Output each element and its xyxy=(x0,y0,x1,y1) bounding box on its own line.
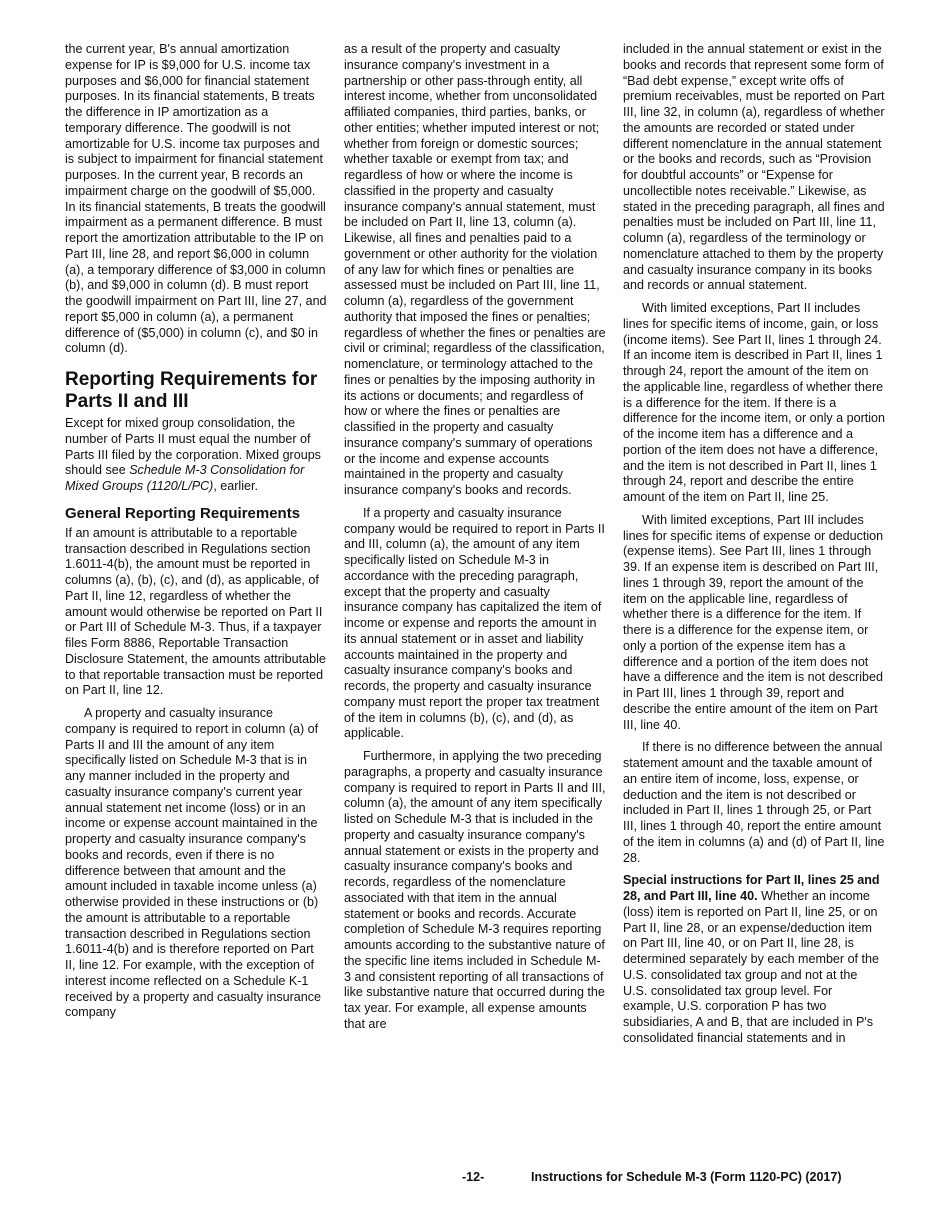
page-number: -12- xyxy=(462,1170,485,1184)
paragraph-capitalized-items: If a property and casualty insurance company would be required to report in Parts II and III, column (a), the amount of any item specifically listed on Schedule M-3 in accordance with the preceding paragraph, except that the property and casualty insurance company has capitalized the item of income or expense and reports the amount in its annual statement or in asset and liability accounts maintained in the property and casualty insurance company's books and records, the property and casualty insurance company must report the proper tax treatment of the item in columns (b), (c), and (d), as applicable. xyxy=(344,505,605,741)
column-left xyxy=(65,42,327,1028)
special-instructions-lead: Special instructions for Part II, lines 25 and 28, and Part III, line 40. xyxy=(623,873,880,903)
paragraph-special-instructions xyxy=(623,873,885,1046)
mixed-group-reference-link: Schedule M-3 Consolidation for Mixed Groups (1120/L/PC) xyxy=(65,463,305,493)
footer-document-title: Instructions for Schedule M-3 (Form 1120-PC) (2017) xyxy=(531,1170,842,1184)
special-instructions-text: Whether an income (loss) item is reported on Part II, line 25, or on Part II, line 28, or an expense/deduction item on Part III, line 40, or on Part II, line 28, is determined separately by each member of the U.S. consolidated tax group and not at the U.S. consolidated tax group level. For example, U.S. corporation P has two subsidiaries, A and B, that are included in P's consolidated financial statements and in xyxy=(623,889,879,1045)
mixed-group-text-end: , earlier. xyxy=(213,479,258,493)
paragraph-part-iii-expense-items: With limited exceptions, Part III includes lines for specific items of expense or deduction (expense items). See Part III, lines 1 through 39. If an expense item is described on Part III, lines 1 through 39, report the amount of the item on the applicable line, regardless of whether there is a difference for the item. If there is a difference for the expense item, or only a portion of the expense item has a difference and a portion of the item does not have a difference and the item is not described in Part III, lines 1 through 39, report and describe the entire amount of the item on Part III, line 40. xyxy=(623,512,884,732)
paragraph-bad-debt-expense: included in the annual statement or exist in the books and records that represent some form of “Bad debt expense,” except write offs of premium receivables, must be reported on Part III, line 32, in column (a), regardless of whether the amounts are recorded or stated under different nomenclature in the annual statement or the books and records, such as “Provision for doubtful accounts” or “Expense for uncollectible notes receivable.” Likewise, as stated in the preceding paragraph, all fines and penalties must be included on Part III, line 11, column (a), regardless of the terminology or nomenclature attached to them by the property and casualty insurance company in its books and records or annual statement. xyxy=(623,42,885,293)
paragraph-no-difference: If there is no difference between the annual statement amount and the taxable amount of an entire item of income, loss, expense, or deduction and the item is not described or included in Part II, lines 1 through 25, or Part III, lines 1 through 40, report the entire amount of the item in columns (a) and (d) of Part II, line 28. xyxy=(623,740,885,865)
subheading-general-reporting: General Reporting Requirements xyxy=(65,504,301,522)
paragraph-mixed-group xyxy=(65,416,327,495)
paragraph-nomenclature: Furthermore, in applying the two preceding paragraphs, a property and casualty insurance company is required to report in Parts II and III, column (a), the amount of any item specifically listed on Schedule M-3 that is included in the property and casualty insurance company's annual statement or exists in the property and casualty insurance company's books and records, regardless of the nomenclature associated with that item in the annual statement or books and records. Accurate completion of Schedule M-3 requires reporting amounts according to the substantive nature of the specific line items included in Schedule M-3 and consistent reporting of all transactions of like substantive nature that occurred during the tax year. For example, all expense amounts that are xyxy=(344,749,606,1031)
paragraph-interest-and-fines: as a result of the property and casualty insurance company's investment in a partnership or other pass-through entity, all interest income, whether from unconsolidated affiliated companies, third parties, banks, or other entities; whether imputed interest or not; whether from foreign or domestic sources; whether taxable or exempt from tax; and regardless of how or where the income is classified in the property and casualty insurance company's annual statement, must be included on Part II, line 13, column (a). Likewise, all fines and penalties paid to a government or other authority for the violation of any law for which fines or penalties are assessed must be included on Part III, line 11, column (a), regardless of the government authority that imposed the fines or penalties; regardless of whether the fines or penalties are civil or criminal; regardless of the classification, nomenclature, or terminology attached to the fines or penalties by the imposing authority in its actions or documents; and regardless of how or where the fines or penalties are classified in the property and casualty insurance company's summary of operations or the income and expense accounts maintained in the property and casualty insurance company's books and records. xyxy=(344,42,606,497)
paragraph-part-ii-income-items: With limited exceptions, Part II includes lines for specific items of income, gain, or loss (income items). See Part II, lines 1 through 24. If an income item is described in Part II, lines 1 through 24, report the amount of the item on the applicable line, regardless of whether there is a difference for the item. If there is a difference for the income item, or only a portion of the income item has a difference and a portion of the item does not have a difference, and the item is not described in Part II, lines 1 through 24, report and describe the entire amount of the item on Part II, line 25. xyxy=(623,301,885,504)
paragraph-column-a-reporting: A property and casualty insurance company is required to report in column (a) of Parts II and III the amount of any item specifically listed on Schedule M-3 that is in any manner included in the property and casualty insurance company's current year annual statement net income (loss) or in an income or expense account maintained in the property and casualty insurance company's books and records, even if there is no difference between that amount and the amount included in taxable income unless (a) otherwise provided in these instructions or (b) the amount is attributable to a reportable transaction described in Regulations section 1.6011-4(b) and is therefore reported on Part II, line 12. For example, with the exception of interest income reflected on a Schedule K-1 received by a property and casualty insurance company xyxy=(65,706,321,1020)
paragraph-reportable-transaction: If an amount is attributable to a reportable transaction described in Regulations section 1.6011-4(b), the amount must be reported in columns (a), (b), (c), and (d), as applicable, of Part II, line 12, regardless of whether the amount would otherwise be reported on Part II or Part III of Schedule M-3. Thus, if a taxpayer files Form 8886, Reportable Transaction Disclosure Statement, the amounts attributable to that reportable transaction must be reported on Part II, line 12. xyxy=(65,525,326,698)
column-right xyxy=(623,42,885,1054)
column-middle xyxy=(344,42,606,1040)
section-heading-reporting-requirements: Reporting Requirements for Parts II and III xyxy=(65,369,318,412)
paragraph-amortization-example: the current year, B's annual amortization expense for IP is $9,000 for U.S. income tax purposes and $6,000 for financial statement purposes. In its financial statements, B treats the difference in IP amortization as a temporary difference. The goodwill is not amortizable for U.S. income tax purposes and is subject to impairment for financial statement purposes. In the current year, B records an impairment charge on the goodwill of $5,000. In its financial statements, B treats the goodwill impairment as a permanent difference. B must report the amortization attributable to the IP on Part III, line 28, and report $6,000 in column (a), a temporary difference of $3,000 in column (b), and $9,000 in column (d). B must report the goodwill impairment on Part III, line 27, and report $5,000 in column (a), a permanent difference of ($5,000) in column (c), and $0 in column (d). xyxy=(65,42,327,356)
mixed-group-text: Except for mixed group consolidation, the number of Parts II must equal the number of Parts III filed by the corporation. Mixed groups should see xyxy=(65,416,321,478)
